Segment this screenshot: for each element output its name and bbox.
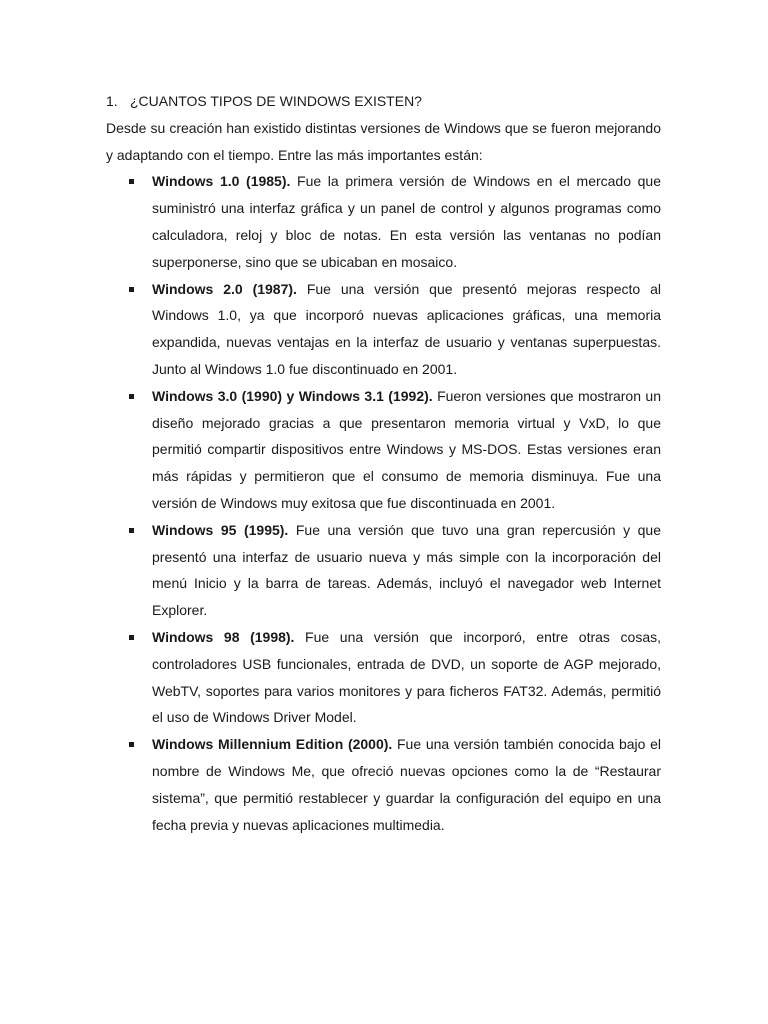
- list-item: [106, 624, 661, 731]
- square-bullet-icon: [129, 528, 134, 533]
- square-bullet-icon: [129, 179, 134, 184]
- item-text: Fue la primera versión de Windows en el mercado que suministró una interfaz gráfica y un panel de control y algunos programas como calculadora, reloj y bloc de notas. En esta versión las ventanas no podían superponerse, sino que se ubicaban en mosaico.: [152, 173, 661, 270]
- list-item: [106, 731, 661, 838]
- section-heading: [106, 88, 661, 115]
- list-item: [106, 383, 661, 517]
- item-title: Windows 95 (1995).: [152, 521, 289, 538]
- item-text: Fue una versión que tuvo una gran repercusión y que presentó una interfaz de usuario nueva y más simple con la incorporación del menú Inicio y la barra de tareas. Además, incluyó el navegador web Internet Explorer.: [152, 521, 662, 619]
- heading-text: ¿CUANTOS TIPOS DE WINDOWS EXISTEN?: [130, 93, 422, 109]
- square-bullet-icon: [129, 394, 134, 399]
- item-text: Fue una versión que presentó mejoras respecto al Windows 1.0, ya que incorporó nuevas aplicaciones gráficas, una memoria expandida, nuevas ventajas en la interfaz de usuario y ventanas superpuestas. Junto al Windows 1.0 fue discontinuado en 2001.: [152, 280, 661, 377]
- square-bullet-icon: [129, 287, 134, 292]
- item-title: Windows 2.0 (1987).: [152, 280, 297, 297]
- item-title: Windows 1.0 (1985).: [152, 173, 291, 190]
- item-text: Fueron versiones que mostraron un diseño mejorado gracias a que presentaron memoria virtual y VxD, lo que permitió compartir dispositivos entre Windows y MS-DOS. Estas versiones eran más rápidas y permitieron que el consumo de memoria disminuya. Fue una versión de Windows muy exitosa que fue discontinuada en 2001.: [152, 387, 661, 511]
- item-title: Windows 3.0 (1990) y Windows 3.1 (1992).: [152, 387, 433, 404]
- item-title: Windows Millennium Edition (2000).: [152, 736, 393, 753]
- list-item: [106, 517, 661, 624]
- square-bullet-icon: [129, 635, 134, 640]
- windows-versions-list: [106, 168, 661, 838]
- intro-paragraph: Desde su creación han existido distintas versiones de Windows que se fueron mejorando y adaptando con el tiempo. Entre las más importantes están:: [106, 119, 661, 163]
- list-item: [106, 276, 661, 383]
- heading-number: 1.: [106, 93, 118, 109]
- document-page: [106, 88, 661, 838]
- item-text: Fue una versión que incorporó, entre otras cosas, controladores USB funcionales, entrada de DVD, un soporte de AGP mejorado, WebTV, soportes para varios monitores y para ficheros FAT32. Además, permitió el uso de Windows Driver Model.: [152, 628, 661, 726]
- item-text: Fue una versión también conocida bajo el nombre de Windows Me, que ofreció nuevas opciones como la de “Restaurar sistema”, que permitió restablecer y guardar la configuración del equipo en una fecha previa y nuevas aplicaciones multimedia.: [152, 736, 661, 833]
- list-item: [106, 168, 661, 275]
- item-title: Windows 98 (1998).: [152, 628, 295, 645]
- square-bullet-icon: [129, 742, 134, 747]
